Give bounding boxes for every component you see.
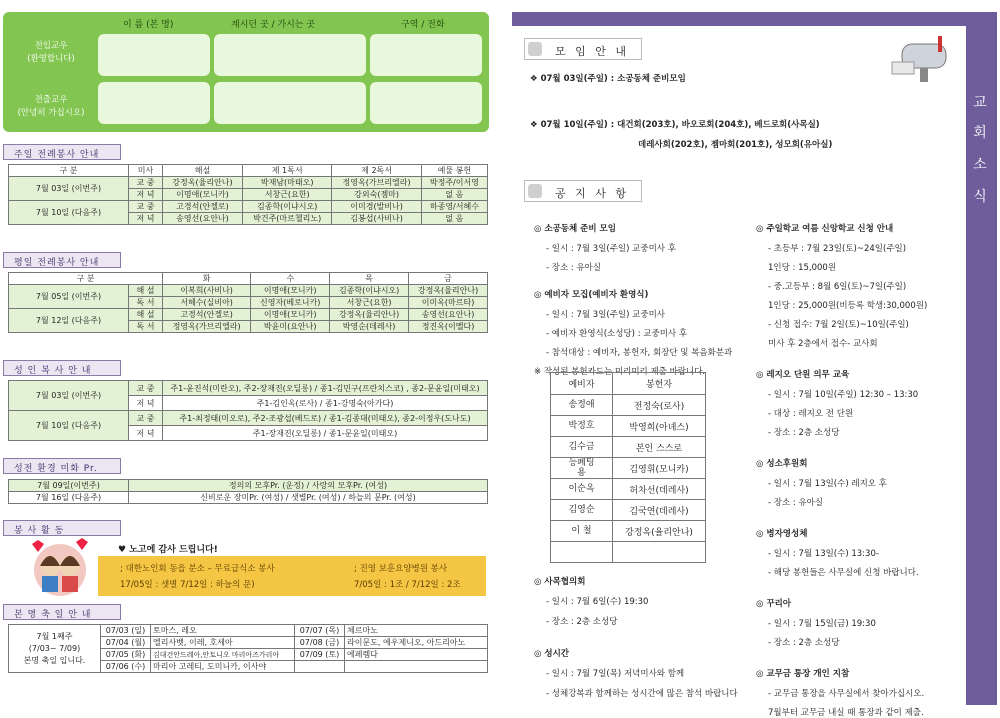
col-header: 구 분	[9, 165, 129, 177]
table-cell: 김종학(이냐시오)	[242, 201, 331, 213]
table-cell: 이명애(모니카)	[251, 309, 330, 321]
acolyte-title: 성 인 복 사 안 내	[3, 360, 121, 376]
feast-table	[8, 624, 488, 673]
paper-icon	[528, 184, 542, 198]
mass-cell: 교 중	[129, 201, 163, 213]
notice-heading: ◎ 예비자 모집(예비자 환영식)	[534, 290, 649, 300]
header-contact: 구역 / 전화	[401, 20, 445, 30]
notice-tab: 공 지 사 항	[524, 180, 642, 202]
notice-line: - 예비자 환영식(소성당) : 교중미사 후	[546, 329, 688, 339]
catechumen-cell: 등폐팅 용	[551, 458, 613, 479]
mailbox-icon	[888, 34, 958, 84]
service-title: 봉 사 활 동	[3, 520, 121, 536]
table-cell: 고경석(안젤로)	[163, 201, 243, 213]
table-cell: 서혜수(실비아)	[163, 297, 251, 309]
table-cell: 강외숙(젬마)	[332, 189, 421, 201]
catechumen-cell: 김영순	[551, 500, 613, 521]
service-line: ; 진영 보훈요양병원 봉사	[354, 564, 448, 574]
notice-line: - 장소 : 유아실	[546, 263, 602, 273]
header-name: 이 름 (본 명)	[123, 20, 174, 30]
sponsor-cell: 박영희(아녜스)	[613, 416, 706, 437]
out-place-box	[214, 82, 366, 124]
paper-icon	[528, 42, 542, 56]
col-header: 구 분	[9, 273, 163, 285]
table-cell: 이명애(모니카)	[163, 189, 243, 201]
notice-line: - 일시 : 7월 6일(수) 19:30	[546, 597, 649, 607]
catechumen-cell	[551, 542, 613, 563]
notice-line: 1인당 : 15,000원	[768, 263, 837, 273]
table-cell: 송영선(요안나)	[163, 213, 243, 225]
notice-line: - 참석대상 : 예비자, 봉헌자, 회장단 및 복음화분과	[546, 348, 733, 358]
table-cell: 이미옥(마르타)	[409, 297, 488, 309]
saint-cell: 라이문도, 에우제니오, 아드리아노	[345, 637, 488, 649]
notice-heading: ◎ 레지오 단원 의무 교육	[756, 370, 850, 380]
table-cell: 없 음	[421, 189, 487, 201]
date-cell: 7월 10일 (다음주)	[9, 201, 129, 225]
notice-heading: ◎ 교무금 통장 개인 지참	[756, 669, 850, 679]
in-name-box	[98, 34, 210, 76]
meeting-line: ❖ 07월 03일(주일) : 소공동체 준비모임	[530, 74, 686, 84]
table-cell: 박재남(마태오)	[242, 177, 331, 189]
notice-line: 7월부터 교무금 내실 때 통장과 같이 제출.	[768, 708, 924, 718]
sponsor-cell: 전정숙(로사)	[613, 395, 706, 416]
role-cell: 독 서	[129, 297, 163, 309]
notice-heading: ◎ 주일학교 여름 신앙학교 신청 안내	[756, 224, 894, 234]
notice-heading: ◎ 병자영성체	[756, 529, 808, 539]
date-cell: 07/04 (월)	[101, 637, 151, 649]
weekday-title: 평일 전례봉사 안내	[3, 252, 121, 268]
col-header: 화	[163, 273, 251, 285]
table-cell: 서창근(요한)	[330, 297, 409, 309]
table-cell: 박윤미(요안나)	[251, 321, 330, 333]
sponsor-cell: 강정옥(율리안나)	[613, 521, 706, 542]
saint-cell: 토마스, 레오	[151, 625, 295, 637]
service-line: 17/05일 : 샛별 7/12일 : 하늘의 문)	[120, 580, 255, 590]
mass-cell: 저 녁	[129, 396, 163, 411]
newcomer-panel	[3, 12, 489, 132]
date-cell: 7월 09일(이번주)	[9, 480, 129, 492]
week-cell: 7월 1째주 (7/03~ 7/09) 본명 축일 입니다.	[9, 625, 101, 673]
mass-cell: 저 녁	[129, 189, 163, 201]
table-cell: 주1-최정태(미오로), 주2-조광섭(베드로) / 종1-김종대(미태오), 종2-이정우(도나도)	[163, 411, 488, 426]
col-header: 예물 봉헌	[421, 165, 487, 177]
col-header: 제 1독서	[242, 165, 331, 177]
weekday-table	[8, 272, 488, 333]
table-cell: 고경석(안젤로)	[163, 309, 251, 321]
couple-illustration	[24, 536, 96, 598]
notice-heading: ◎ 꾸리아	[756, 599, 792, 609]
notice-line: - 장소 : 유아실	[768, 498, 824, 508]
sunday-table	[8, 164, 488, 225]
catechumen-cell: 송정애	[551, 395, 613, 416]
decoration-title: 성전 환경 미화 Pr.	[3, 458, 121, 474]
notice-line: - 일시 : 7월 7일(목) 저녁미사와 함께	[546, 669, 685, 679]
notice-line: - 성체강복과 함께하는 성시간에 많은 참석 바랍니다	[546, 689, 738, 699]
date-cell: 07/07 (목)	[295, 625, 345, 637]
meeting-line: 데레사회(202호), 젬마회(201호), 성모회(유아실)	[638, 140, 833, 150]
table-cell: 하종영/서혜수	[421, 201, 487, 213]
role-cell: 해 설	[129, 309, 163, 321]
in-contact-box	[370, 34, 482, 76]
notice-heading: ◎ 소공동체 준비 모임	[534, 224, 616, 234]
table-cell: 신영자(베로니카)	[251, 297, 330, 309]
table-cell: 정진옥(이멜다)	[409, 321, 488, 333]
notice-heading: ◎ 성소후원회	[756, 459, 808, 469]
feast-title: 본 명 축 일 안 내	[3, 604, 121, 620]
newcomer-out-label: 전출교우 (안녕히 가십시오)	[17, 95, 85, 118]
table-cell: 송영선(요안나)	[409, 309, 488, 321]
catechumen-cell: 이 철	[551, 521, 613, 542]
service-thanks: ♥ 노고에 감사 드립니다!	[118, 545, 218, 555]
band-char: 식	[973, 189, 987, 205]
out-contact-box	[370, 82, 482, 124]
date-cell: 07/08 (금)	[295, 637, 345, 649]
date-cell: 7월 03일 (이번주)	[9, 177, 129, 201]
col-header: 해설	[163, 165, 243, 177]
sponsor-cell: 김영휘(모니카)	[613, 458, 706, 479]
notice-line: ※ 작성된 봉헌카드는 미리미리 제출 바랍니다.	[534, 367, 706, 377]
date-cell: 07/06 (수)	[101, 661, 151, 673]
notice-line: - 일시 : 7월 3일(주일) 교중미사 후	[546, 244, 676, 254]
table-cell: 김종학(이냐시오)	[330, 285, 409, 297]
table-cell: 이미경(발비나)	[332, 201, 421, 213]
notice-line: - 일시 : 7월 13일(수) 13:30-	[768, 549, 879, 559]
meeting-tab: 모 임 안 내	[524, 38, 642, 60]
table-cell: 없 음	[421, 213, 487, 225]
role-cell: 독 서	[129, 321, 163, 333]
mass-cell: 저 녁	[129, 426, 163, 441]
newcomer-in-label: 전입교우 (환영합니다)	[27, 41, 75, 64]
col-header: 수	[251, 273, 330, 285]
notice-heading: ◎ 사목협의회	[534, 577, 586, 587]
catechumen-cell: 박정호	[551, 416, 613, 437]
table-cell: 강정옥(율리안나)	[409, 285, 488, 297]
mass-cell: 교 중	[129, 411, 163, 426]
saint-cell: 에페렘다	[345, 649, 488, 661]
table-cell: 정의의 모후Pr. (운정) / 사랑의 모후Pr. (여성)	[129, 480, 488, 492]
notice-line: - 일시 : 7월 3일(주일) 교중미사	[546, 310, 665, 320]
date-cell: 7월 03일 (이번주)	[9, 381, 129, 411]
notice-line: - 초등부 : 7월 23일(토)~24일(주일)	[768, 244, 907, 254]
date-cell: 7월 12일 (다음주)	[9, 309, 129, 333]
table-cell: 주1-장재진(오딜롱) / 종1-문윤일(미태오)	[163, 426, 488, 441]
notice-line: - 신청 접수: 7월 2일(토)~10일(주일)	[768, 320, 909, 330]
meeting-line: ❖ 07월 10일(주일) : 대건회(203호), 바오로회(204호), 베드로회(사목실)	[530, 120, 820, 130]
table-cell: 이복희(사비나)	[163, 285, 251, 297]
saint-cell: 엘리사벳, 이레, 호세아	[151, 637, 295, 649]
saint-cell: 김대건안드레아,안토니오 마리아즈가리아	[151, 649, 295, 661]
table-cell: 주1-김인옥(로사) / 종1-강명숙(아가다)	[163, 396, 488, 411]
sponsor-cell: 본인 스스로	[613, 437, 706, 458]
date-cell: 7월 16일 (다음주)	[9, 492, 129, 504]
table-cell: 서창근(요한)	[242, 189, 331, 201]
date-cell: 7월 05일 (이번주)	[9, 285, 129, 309]
col-header: 제 2독서	[332, 165, 421, 177]
table-cell: 강정옥(율리안나)	[330, 309, 409, 321]
sunday-title: 주일 전례봉사 안내	[3, 144, 121, 160]
table-cell: 박정주/이서영	[421, 177, 487, 189]
saint-cell: 마리아 고레티, 도미니카, 이사야	[151, 661, 295, 673]
service-box	[98, 556, 486, 596]
col-header: 봉헌자	[613, 373, 706, 395]
notice-line: - 일시 : 7월 13일(수) 레지오 후	[768, 479, 887, 489]
decoration-table	[8, 479, 488, 504]
col-header: 예비자	[551, 373, 613, 395]
mass-cell: 교 중	[129, 177, 163, 189]
table-cell: 이명애(모니카)	[251, 285, 330, 297]
table-cell: 주1-윤진석(미란오), 주2-장재진(오딜롱) / 종1-김민구(프란치스코) , 종2-문윤일(미태오)	[163, 381, 488, 396]
saint-cell: 체르마노	[345, 625, 488, 637]
table-cell: 강정옥(율리안나)	[163, 177, 243, 189]
band-char: 소	[973, 157, 987, 173]
sponsor-table	[550, 372, 706, 563]
notice-line: - 해당 봉헌들은 사무실에 신청 바랍니다.	[768, 568, 919, 578]
out-name-box	[98, 82, 210, 124]
band-char: 회	[973, 125, 987, 141]
mass-cell: 교 중	[129, 381, 163, 396]
table-cell: 박영순(데레사)	[330, 321, 409, 333]
right-top-bar	[512, 12, 997, 26]
table-cell: 정영옥(가브리엘라)	[163, 321, 251, 333]
catechumen-cell: 김수금	[551, 437, 613, 458]
table-cell: 정영옥(가브리엘라)	[332, 177, 421, 189]
table-cell: 김봉섭(사비나)	[332, 213, 421, 225]
col-header: 금	[409, 273, 488, 285]
saint-cell	[345, 661, 488, 673]
col-header: 미사	[129, 165, 163, 177]
date-cell: 07/05 (화)	[101, 649, 151, 661]
mass-cell: 저 녁	[129, 213, 163, 225]
band-char: 교	[973, 95, 987, 111]
col-header: 목	[330, 273, 409, 285]
sponsor-cell: 허차선(데레사)	[613, 479, 706, 500]
notice-line: - 장소 : 2층 소성당	[768, 638, 840, 648]
notice-line: - 장소 : 2층 소성당	[768, 428, 840, 438]
sponsor-cell: 김국연(데레사)	[613, 500, 706, 521]
role-cell: 해 설	[129, 285, 163, 297]
date-cell: 07/03 (일)	[101, 625, 151, 637]
date-cell	[295, 661, 345, 673]
service-line: 7/05일 : 1조 / 7/12일 : 2조	[354, 580, 461, 590]
date-cell: 7월 10일 (다음주)	[9, 411, 129, 441]
table-cell: 신비로운 장미Pr. (여성) / 샛별Pr. (여성) / 하늘의 문Pr. (여성)	[129, 492, 488, 504]
notice-line: - 일시 : 7월 10일(주일) 12:30 – 13:30	[768, 390, 919, 400]
notice-line: 미사 후 2층에서 접수- 교사회	[768, 339, 878, 349]
date-cell: 07/09 (토)	[295, 649, 345, 661]
notice-line: - 중.고등부 : 8월 6일(토)~7일(주일)	[768, 282, 907, 292]
acolyte-table	[8, 380, 488, 441]
in-place-box	[214, 34, 366, 76]
catechumen-cell: 이순옥	[551, 479, 613, 500]
notice-line: - 대상 : 레지오 전 단원	[768, 409, 854, 419]
notice-line: - 교무금 통장을 사무실에서 찾아가십시오.	[768, 689, 925, 699]
notice-line: - 장소 : 2층 소성당	[546, 617, 618, 627]
notice-line: - 일시 : 7월 15일(금) 19:30	[768, 619, 876, 629]
header-place: 계시던 곳 / 가시는 곳	[231, 20, 316, 30]
service-line: ; 대한노인회 동읍 분소 – 무료급식소 봉사	[120, 564, 275, 574]
notice-heading: ◎ 성시간	[534, 649, 570, 659]
table-cell: 박건주(마르첼리노)	[242, 213, 331, 225]
notice-line: 1인당 : 25,000원(비등록 학생:30,000원)	[768, 301, 928, 311]
sponsor-cell	[613, 542, 706, 563]
